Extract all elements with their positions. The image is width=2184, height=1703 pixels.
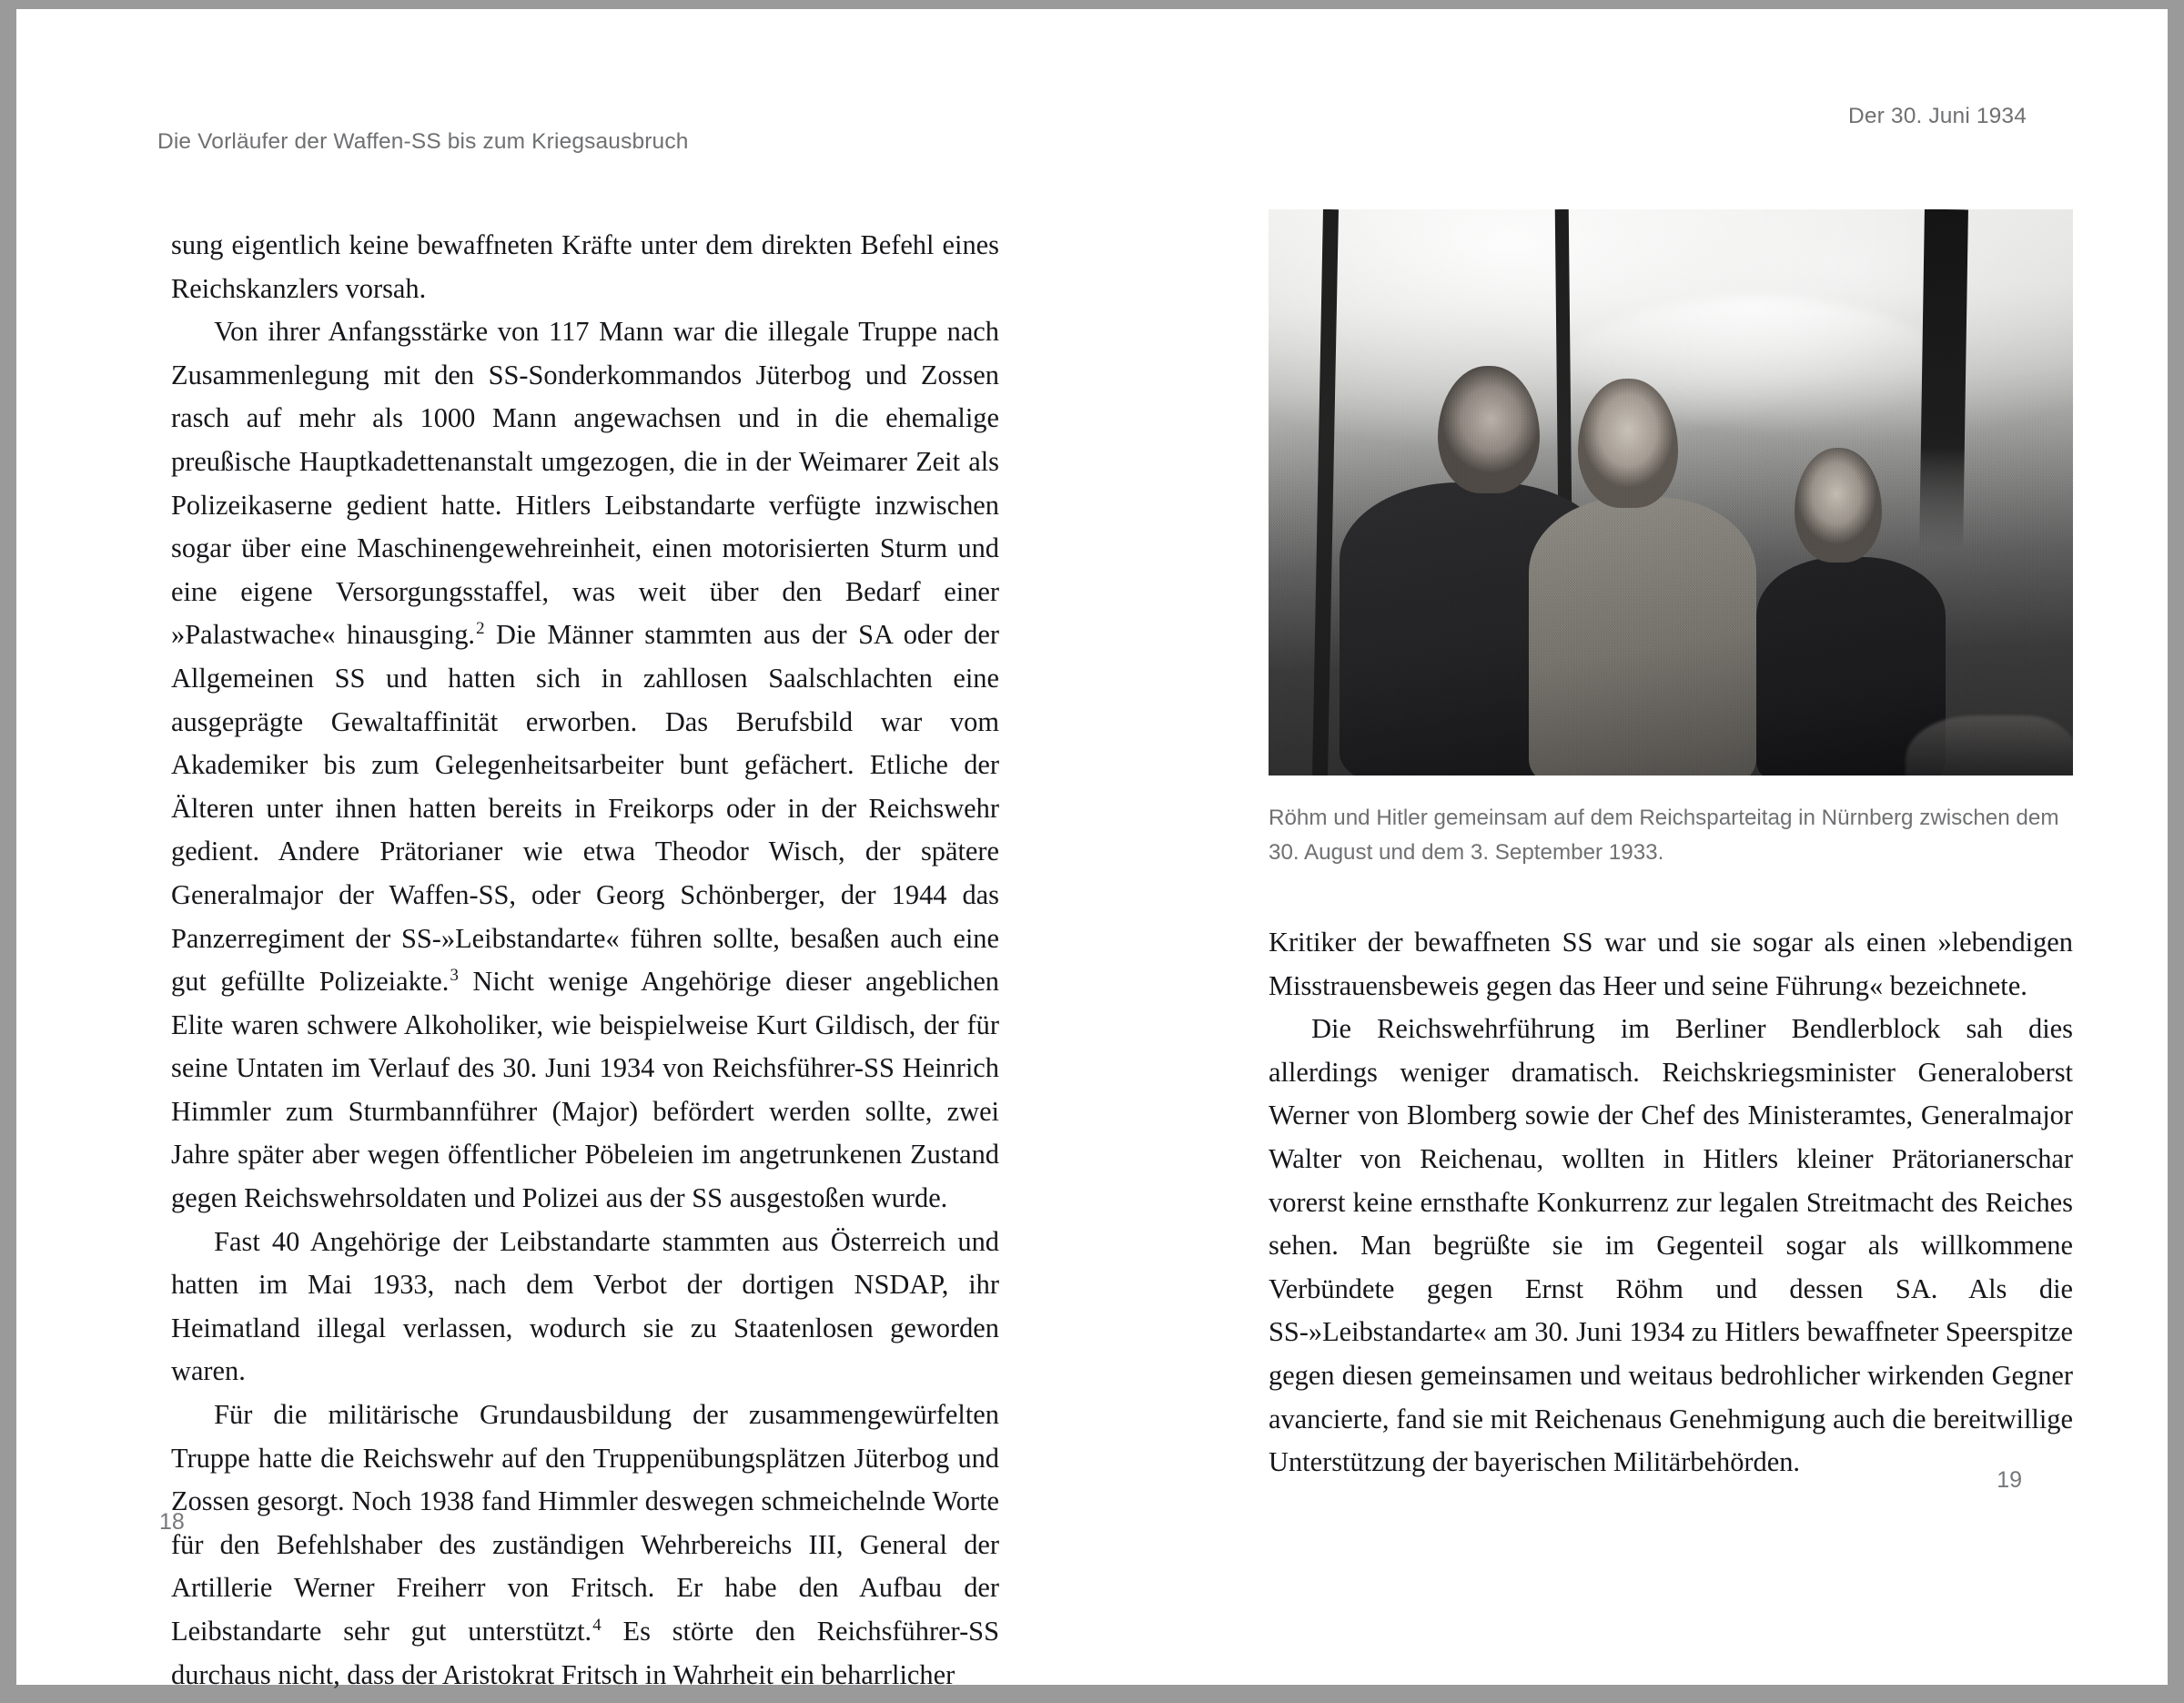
body-text-column-right xyxy=(1269,921,2073,1485)
paragraph-text-segment: Die Männer stammten aus der SA oder der Allgemeinen SS und hatten sich in zahllosen Saalschlachten eine ausgeprägte Gewaltaffinität erworben. Das Berufsbild war vom Akademiker bis zum Gelegenheitsarbeiter bunt gefächert. Etliche der Älteren unter ihnen hatten bereits in Freikorps oder in der Reichswehr gedient. Andere Prätorianer wie etwa Theodor Wisch, der spätere Generalmajor der Waffen-SS, oder Georg Schönberger, der 1944 das Panzerregiment der SS-»Leibstandarte« führen sollte, besaßen auch eine gut gefüllte Polizeiakte. xyxy=(171,619,999,998)
photo-figure xyxy=(1269,209,2073,870)
running-head-recto: Der 30. Juni 1934 xyxy=(1848,104,2027,128)
historical-photograph xyxy=(1269,209,2073,775)
footnote-marker: 2 xyxy=(476,619,485,639)
photo-caption: Röhm und Hitler gemeinsam auf dem Reichsparteitag in Nürnberg zwischen dem 30. August und dem 3. September 1933. xyxy=(1269,806,2059,865)
film-grain-overlay xyxy=(1269,209,2073,775)
paragraph: Kritiker der bewaffneten SS war und sie sogar als einen »lebendigen Misstrauensbeweis gegen das Heer und seine Führung« bezeichnete. xyxy=(1269,927,2073,1001)
page-number-recto: 19 xyxy=(1997,1467,2022,1493)
running-head-verso: Die Vorläufer der Waffen-SS bis zum Kriegsausbruch xyxy=(157,129,689,154)
page-number-verso: 18 xyxy=(159,1509,185,1535)
footnote-marker: 4 xyxy=(592,1615,602,1635)
paragraph-text-segment: Nicht wenige Angehörige dieser angeblichen Elite waren schwere Alkoholiker, wie beispielweise Kurt Gildisch, der für seine Untaten im Verlauf des 30. Juni 1934 von Reichsführer-SS Heinrich Himmler zum Sturmbannführer (Major) befördert werden sollte, zwei Jahre später aber wegen öffentlicher Pöbeleien im angetrunkenen Zustand gegen Reichswehrsoldaten und Polizei aus der SS ausgestoßen wurde. xyxy=(171,966,1000,1214)
paragraph-text-segment: Es störte den Reichsführer-SS durchaus nicht, dass der Aristokrat Fritsch in Wahrheit ein beharrlicher xyxy=(171,1616,999,1690)
footnote-marker: 3 xyxy=(450,965,459,985)
paragraph: Die Reichswehrführung im Berliner Bendlerblock sah dies allerdings weniger dramatisch. Reichskriegsminister Generaloberst Werner von Blomberg sowie der Chef des Ministeramtes, Generalmajor Walter von Reichenau, wollten in Hitlers kleiner Prätorianerschar vorerst keine ernsthafte Konkurrenz zur legalen Streitmacht des Reiches sehen. Man begrüßte sie im Gegenteil sogar als willkommene Verbündete gegen Ernst Röhm und dessen SA. Als die SS-»Leibstandarte« am 30. Juni 1934 zu Hitlers bewaffneter Speerspitze gegen diesen gemeinsamen und weitaus bedrohlicher wirkenden Gegner avancierte, fand sie mit Reichenaus Genehmigung auch die bereitwillige Unterstützung der bayerischen Militärbehörden. xyxy=(1269,1013,2073,1478)
paragraph: sung eigentlich keine bewaffneten Kräfte unter dem direkten Befehl eines Reichskanzlers vorsah. xyxy=(171,229,999,304)
paragraph: Fast 40 Angehörige der Leibstandarte stammten aus Österreich und hatten im Mai 1933, nach dem Verbot der dortigen NSDAP, ihr Heimatland illegal verlassen, wodurch sie zu Staatenlosen geworden waren. xyxy=(171,1225,999,1387)
paragraph-text-segment: Von ihrer Anfangsstärke von 117 Mann war die illegale Truppe nach Zusammenlegung mit den SS-Sonderkommandos Jüterbog und Zossen rasch auf mehr als 1000 Mann angewachsen und in die ehemalige preußische Hauptkadettenanstalt umgezogen, die in der Weimarer Zeit als Polizeikaserne gedient hatte. Hitlers Leibstandarte verfügte inzwischen sogar über eine Maschinengewehreinheit, einen motorisierten Sturm und eine eigene Versorgungsstaffel, was weit über den Bedarf einer »Palastwache« hinausging. xyxy=(171,316,999,651)
paragraph xyxy=(171,310,999,1220)
body-text-column-left xyxy=(171,224,999,1697)
paragraph-text-segment: Für die militärische Grundausbildung der zusammengewürfelten Truppe hatte die Reichswehr auf den Truppenübungsplätzen Jüterbog und Zossen gesorgt. Noch 1938 fand Himmler deswegen schmeichelnde Worte für den Befehlshaber des zuständigen Wehrbereichs III, General der Artillerie Werner Freiherr von Fritsch. Er habe den Aufbau der Leibstandarte sehr gut unterstützt. xyxy=(171,1399,999,1647)
paragraph xyxy=(171,1394,999,1697)
page-sheet xyxy=(16,9,2168,1690)
